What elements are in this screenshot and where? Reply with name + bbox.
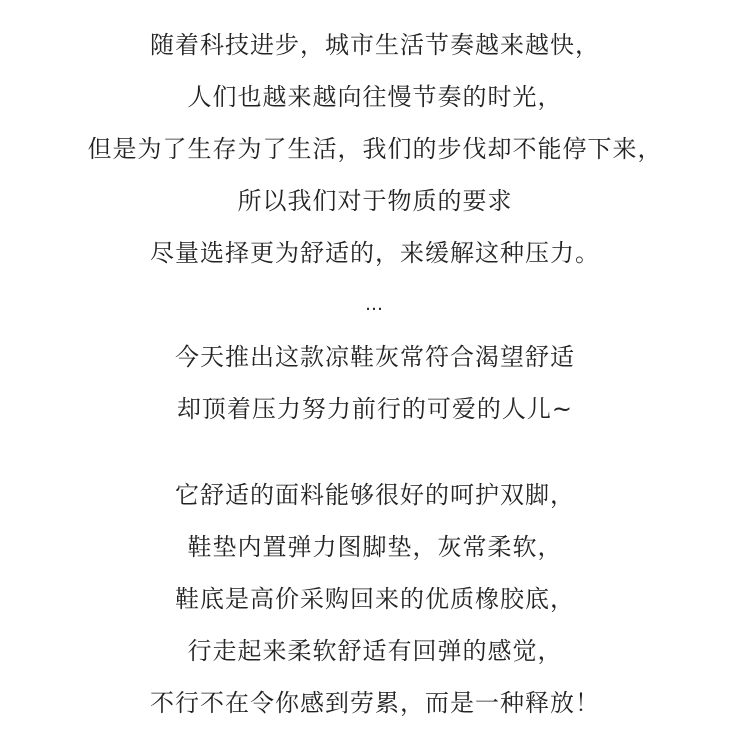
text-line: 所以我们对于物质的要求 bbox=[237, 187, 513, 215]
text-line: 却顶着压力努力前行的可爱的人儿~ bbox=[176, 395, 574, 423]
text-line: 不行不在令你感到劳累，而是一种释放！ bbox=[150, 689, 600, 717]
text-line: 随着科技进步，城市生活节奏越来越快， bbox=[150, 31, 600, 59]
ellipsis-separator: … bbox=[365, 294, 385, 315]
text-line: 但是为了生存为了生活，我们的步伐却不能停下来， bbox=[87, 135, 663, 163]
text-line: 尽量选择更为舒适的，来缓解这种压力。 bbox=[150, 239, 600, 267]
text-line: 人们也越来越向往慢节奏的时光， bbox=[187, 83, 563, 111]
text-line: 鞋垫内置弹力图脚垫，灰常柔软， bbox=[187, 533, 563, 561]
paragraph-gap bbox=[0, 444, 750, 478]
text-line: 行走起来柔软舒适有回弹的感觉， bbox=[187, 637, 563, 665]
text-line: 它舒适的面料能够很好的呵护双脚， bbox=[175, 481, 575, 509]
text-line: 鞋底是高价采购回来的优质橡胶底， bbox=[175, 585, 575, 613]
text-line: 今天推出这款凉鞋灰常符合渴望舒适 bbox=[175, 343, 575, 371]
